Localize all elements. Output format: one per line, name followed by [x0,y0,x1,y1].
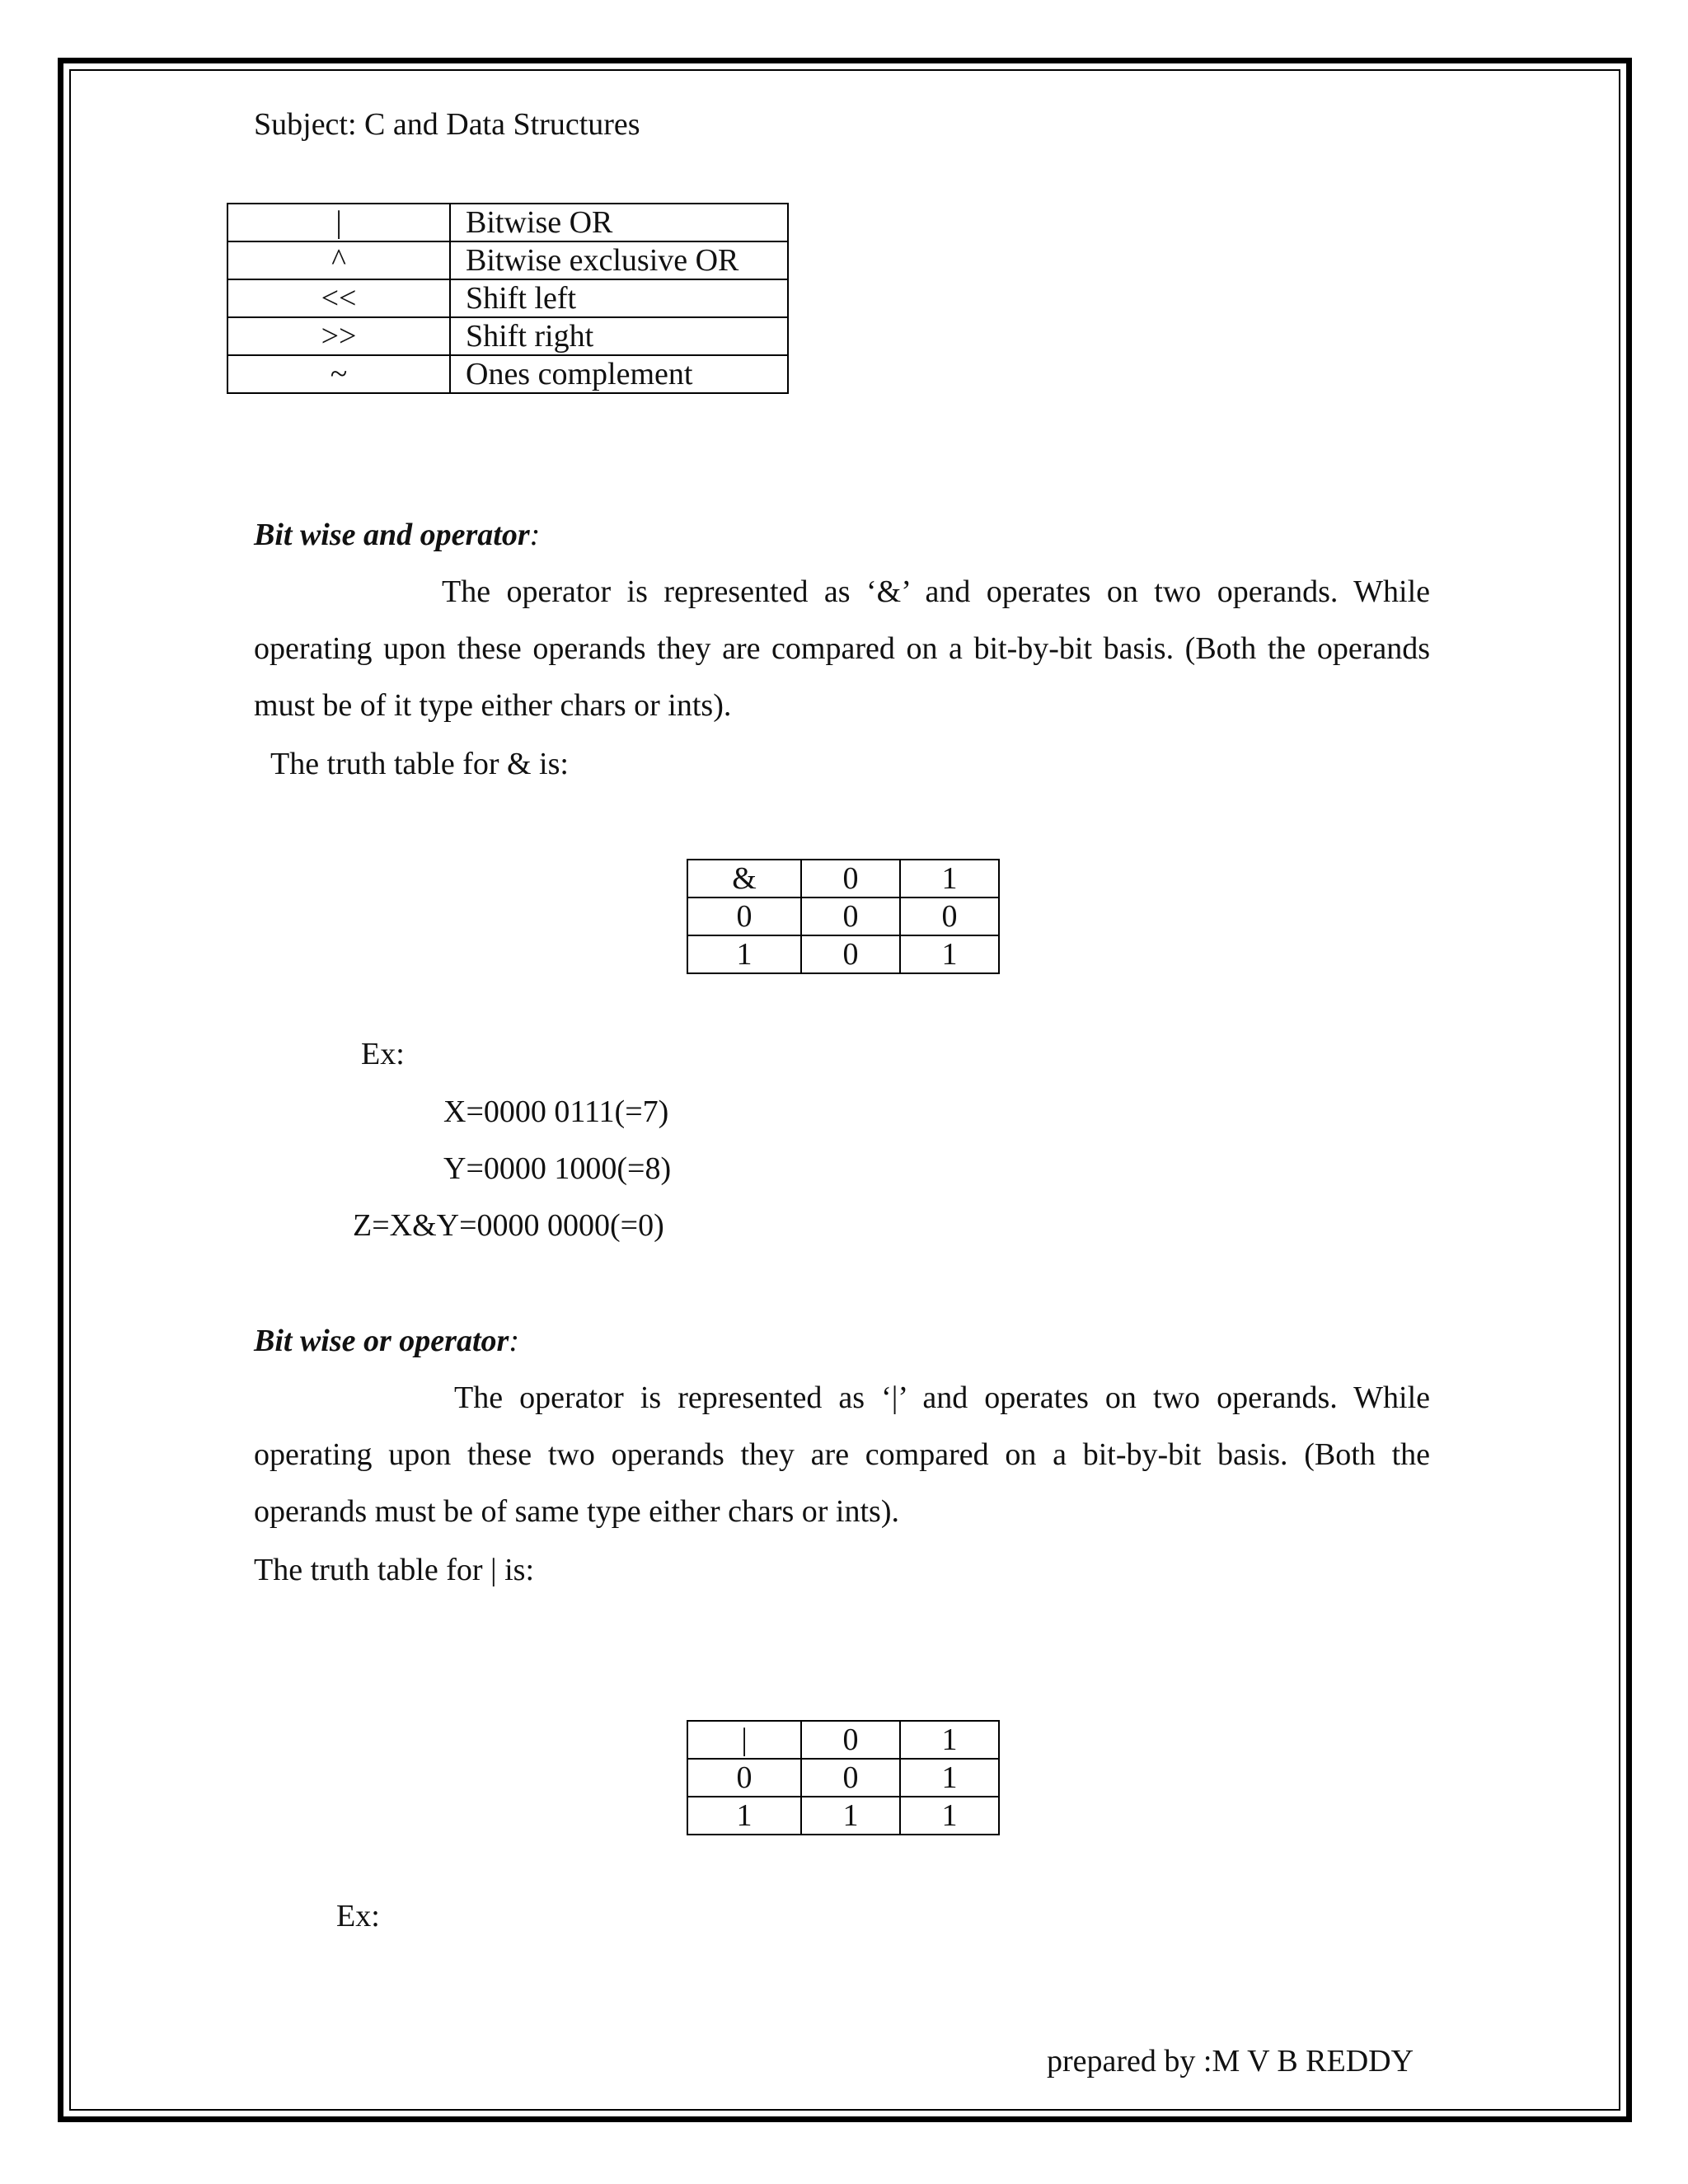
table-cell: & [687,860,801,898]
or-truth-intro: The truth table for | is: [254,1553,535,1587]
or-heading: Bit wise or operator: [254,1324,519,1358]
operator-description: Bitwise exclusive OR [450,241,788,279]
or-example-label: Ex: [336,1899,380,1933]
table-row [687,860,999,898]
table-row [687,1759,999,1797]
operator-table [227,203,789,394]
operator-symbol: ~ [227,355,450,393]
subject-header: Subject: C and Data Structures [254,107,640,142]
table-cell: 1 [801,1797,900,1835]
table-cell: 1 [900,1759,999,1797]
and-truth-table [687,859,1000,974]
and-example-label: Ex: [361,1037,405,1071]
table-cell: 1 [900,1797,999,1835]
table-cell: 1 [900,1721,999,1759]
or-paragraph: The operator is represented as ‘|’ and operates on two operands. While operating upon these two operands they are compared on a bit-by-bit basis. (Both the operands must be of same type either chars or ints). [254,1380,1430,1529]
table-cell: 1 [900,860,999,898]
operator-symbol: >> [227,317,450,355]
table-cell: 0 [687,898,801,935]
table-cell: | [687,1721,801,1759]
operator-symbol: | [227,204,450,241]
and-example-z: Z=X&Y=0000 0000(=0) [353,1208,664,1243]
and-paragraph: The operator is represented as ‘&’ and operates on two operands. While operating upon these operands they are compared on a bit-by-bit basis. (Both the operands must be of it type either chars or ints). [254,574,1430,723]
operator-description: Bitwise OR [450,204,788,241]
or-truth-table [687,1720,1000,1835]
table-cell: 0 [687,1759,801,1797]
table-cell: 1 [900,935,999,973]
table-row [687,935,999,973]
table-row [227,279,788,317]
table-row [227,204,788,241]
table-row [227,241,788,279]
footer-prepared-by: prepared by :M V B REDDY [1047,2044,1414,2079]
operator-symbol: ^ [227,241,450,279]
table-cell: 0 [801,1721,900,1759]
table-row [227,355,788,393]
table-cell: 0 [801,935,900,973]
table-row [227,317,788,355]
table-cell: 0 [801,860,900,898]
table-row [687,1721,999,1759]
operator-description: Shift right [450,317,788,355]
operator-symbol: << [227,279,450,317]
operator-description: Ones complement [450,355,788,393]
operator-description: Shift left [450,279,788,317]
table-cell: 1 [687,1797,801,1835]
table-cell: 1 [687,935,801,973]
and-example-x: X=0000 0111(=7) [443,1094,669,1129]
and-example-y: Y=0000 1000(=8) [443,1151,672,1186]
and-truth-intro: The truth table for & is: [270,747,569,781]
table-cell: 0 [900,898,999,935]
table-cell: 0 [801,1759,900,1797]
table-cell: 0 [801,898,900,935]
table-row [687,1797,999,1835]
and-heading: Bit wise and operator: [254,518,541,552]
table-row [687,898,999,935]
